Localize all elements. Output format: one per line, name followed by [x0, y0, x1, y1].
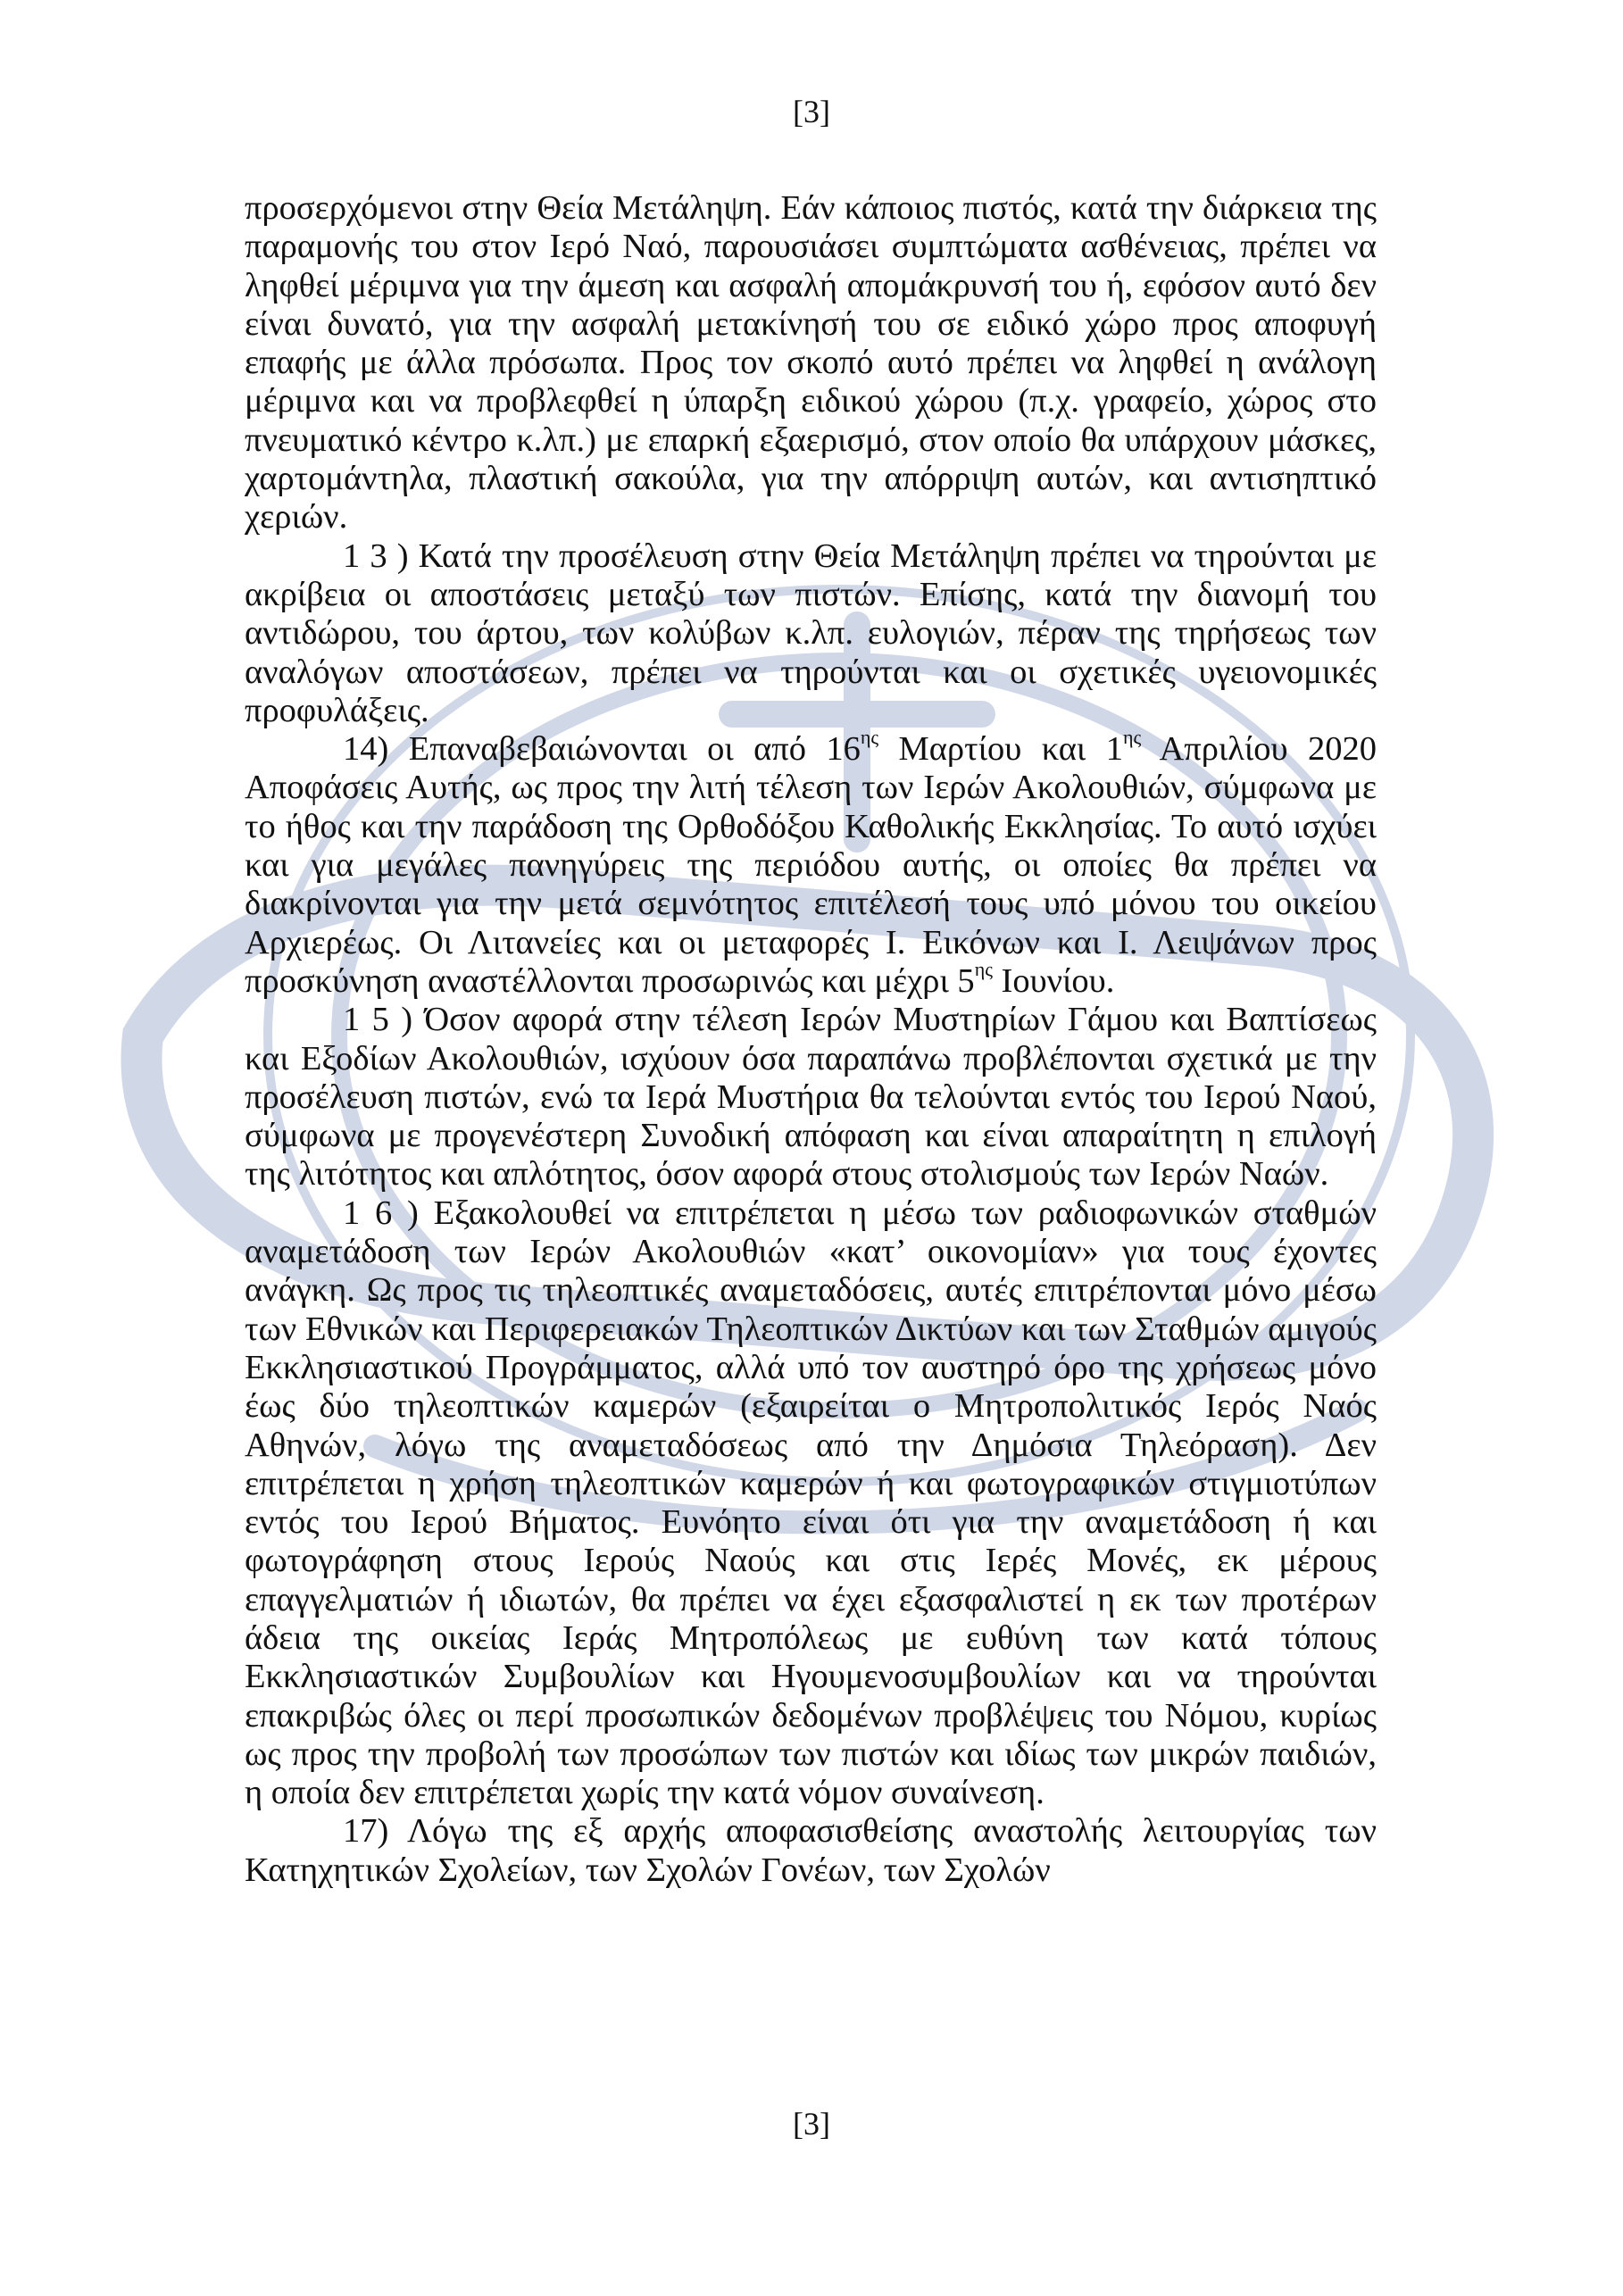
ordinal-superscript: ης: [974, 957, 993, 980]
document-body: [245, 189, 1377, 1890]
paragraph-14-text-a: 14) Επαναβεβαιώνονται οι από 16: [343, 730, 861, 769]
paragraph-14-text-b: Μαρτίου και 1: [878, 730, 1123, 769]
paragraph-17: 17) Λόγω της εξ αρχής αποφασισθείσης αναστολής λειτουργίας των Κατηχητικών Σχολείων, των Σχολών Γονέων, των Σχολών: [245, 1812, 1377, 1889]
paragraph-13: 1 3 ) Κατά την προσέλευση στην Θεία Μετάληψη πρέπει να τηρούνται με ακρίβεια οι αποστάσεις μεταξύ των πιστών. Επίσης, κατά την διανομή του αντιδώρου, του άρτου, των κολύβων κ.λπ. ευλογιών, πέραν της τηρήσεως των αναλόγων αποστάσεων, πρέπει να τηρούνται και οι σχετικές υγειονομικές προφυλάξεις.: [245, 537, 1377, 729]
paragraph-15: 1 5 ) Όσον αφορά στην τέλεση Ιερών Μυστηρίων Γάμου και Βαπτίσεως και Εξοδίων Ακολουθιών, ισχύουν όσα παραπάνω προβλέπονται σχετικά με την προσέλευση πιστών, ενώ τα Ιερά Μυστήρια θα τελούνται εντός του Ιερού Ναού, σύμφωνα με προγενέστερη Συνοδική απόφαση και είναι απαραίτητη η επιλογή της λιτότητος και απλότητος, όσον αφορά στους στολισμούς των Ιερών Ναών.: [245, 1001, 1377, 1194]
ordinal-superscript: ης: [860, 726, 879, 749]
paragraph-12-continued: προσερχόμενοι στην Θεία Μετάληψη. Εάν κάποιος πιστός, κατά την διάρκεια της παραμονής του στον Ιερό Ναό, παρουσιάσει συμπτώματα ασθένειας, πρέπει να ληφθεί μέριμνα για την άμεση και ασφαλή απομάκρυνσή του ή, εφόσον αυτό δεν είναι δυνατό, για την ασφαλή μετακίνησή του σε ειδικό χώρο προς αποφυγή επαφής με άλλα πρόσωπα. Προς τον σκοπό αυτό πρέπει να ληφθεί η ανάλογη μέριμνα και να προβλεφθεί η ύπαρξη ειδικού χώρου (π.χ. γραφείο, χώρος στο πνευματικό κέντρο κ.λπ.) με επαρκή εξαερισμό, στον οποίο θα υπάρχουν μάσκες, χαρτομάντηλα, πλαστική σακούλα, για την απόρριψη αυτών, και αντισηπτικό χεριών.: [245, 189, 1377, 537]
page-number-bottom: [3]: [793, 2106, 830, 2142]
paragraph-14: [245, 726, 1377, 1001]
paragraph-16: 1 6 ) Εξακολουθεί να επιτρέπεται η μέσω των ραδιοφωνικών σταθμών αναμετάδοση των Ιερών Ακολουθιών «κατ’ οικονομίαν» για τους έχοντες ανάγκη. Ως προς τις τηλεοπτικές αναμεταδόσεις, αυτές επιτρέπονται μόνο μέσω των Εθνικών και Περιφερειακών Τηλεοπτικών Δικτύων και των Σταθμών αμιγούς Εκκλησιαστικού Προγράμματος, αλλά υπό τον αυστηρό όρο της χρήσεως μόνο έως δύο τηλεοπτικών καμερών (εξαιρείται ο Μητροπολιτικός Ιερός Ναός Αθηνών, λόγω της αναμεταδόσεως από την Δημόσια Τηλεόραση). Δεν επιτρέπεται η χρήση τηλεοπτικών καμερών ή και φωτογραφικών στιγμιοτύπων εντός του Ιερού Βήματος. Ευνόητο είναι ότι για την αναμετάδοση ή και φωτογράφηση στους Ιερούς Ναούς και στις Ιερές Μονές, εκ μέρους επαγγελματιών ή ιδιωτών, θα πρέπει να έχει εξασφαλιστεί η εκ των προτέρων άδεια της οικείας Ιεράς Μητροπόλεως με ευθύνη των κατά τόπους Εκκλησιαστικών Συμβουλίων και Ηγουμενοσυμβουλίων και να τηρούνται επακριβώς όλες οι περί προσωπικών δεδομένων προβλέψεις του Νόμου, κυρίως ως προς την προβολή των προσώπων των πιστών και ιδίως των μικρών παιδιών, η οποία δεν επιτρέπεται χωρίς την κατά νόμον συναίνεση.: [245, 1194, 1377, 1812]
ordinal-superscript: ης: [1122, 726, 1142, 749]
paragraph-14-text-d: Ιουνίου.: [992, 961, 1115, 1000]
page-number-top: [3]: [793, 94, 830, 129]
paragraph-14-text-c: Απριλίου 2020 Αποφάσεις Αυτής, ως προς την λιτή τέλεση των Ιερών Ακολουθιών, σύμφωνα με το ήθος και την παράδοση της Ορθοδόξου Καθολικής Εκκλησίας. Το αυτό ισχύει και για μεγάλες πανηγύρεις της περιόδου αυτής, οι οποίες θα πρέπει να διακρίνονται για την μετά σεμνότητος επιτέλεσή τους υπό μόνου του οικείου Αρχιερέως. Οι Λιτανείες και οι μεταφορές Ι. Εικόνων και Ι. Λειψάνων προς προσκύνηση αναστέλλονται προσωρινώς και μέχρι 5: [245, 730, 1377, 1000]
